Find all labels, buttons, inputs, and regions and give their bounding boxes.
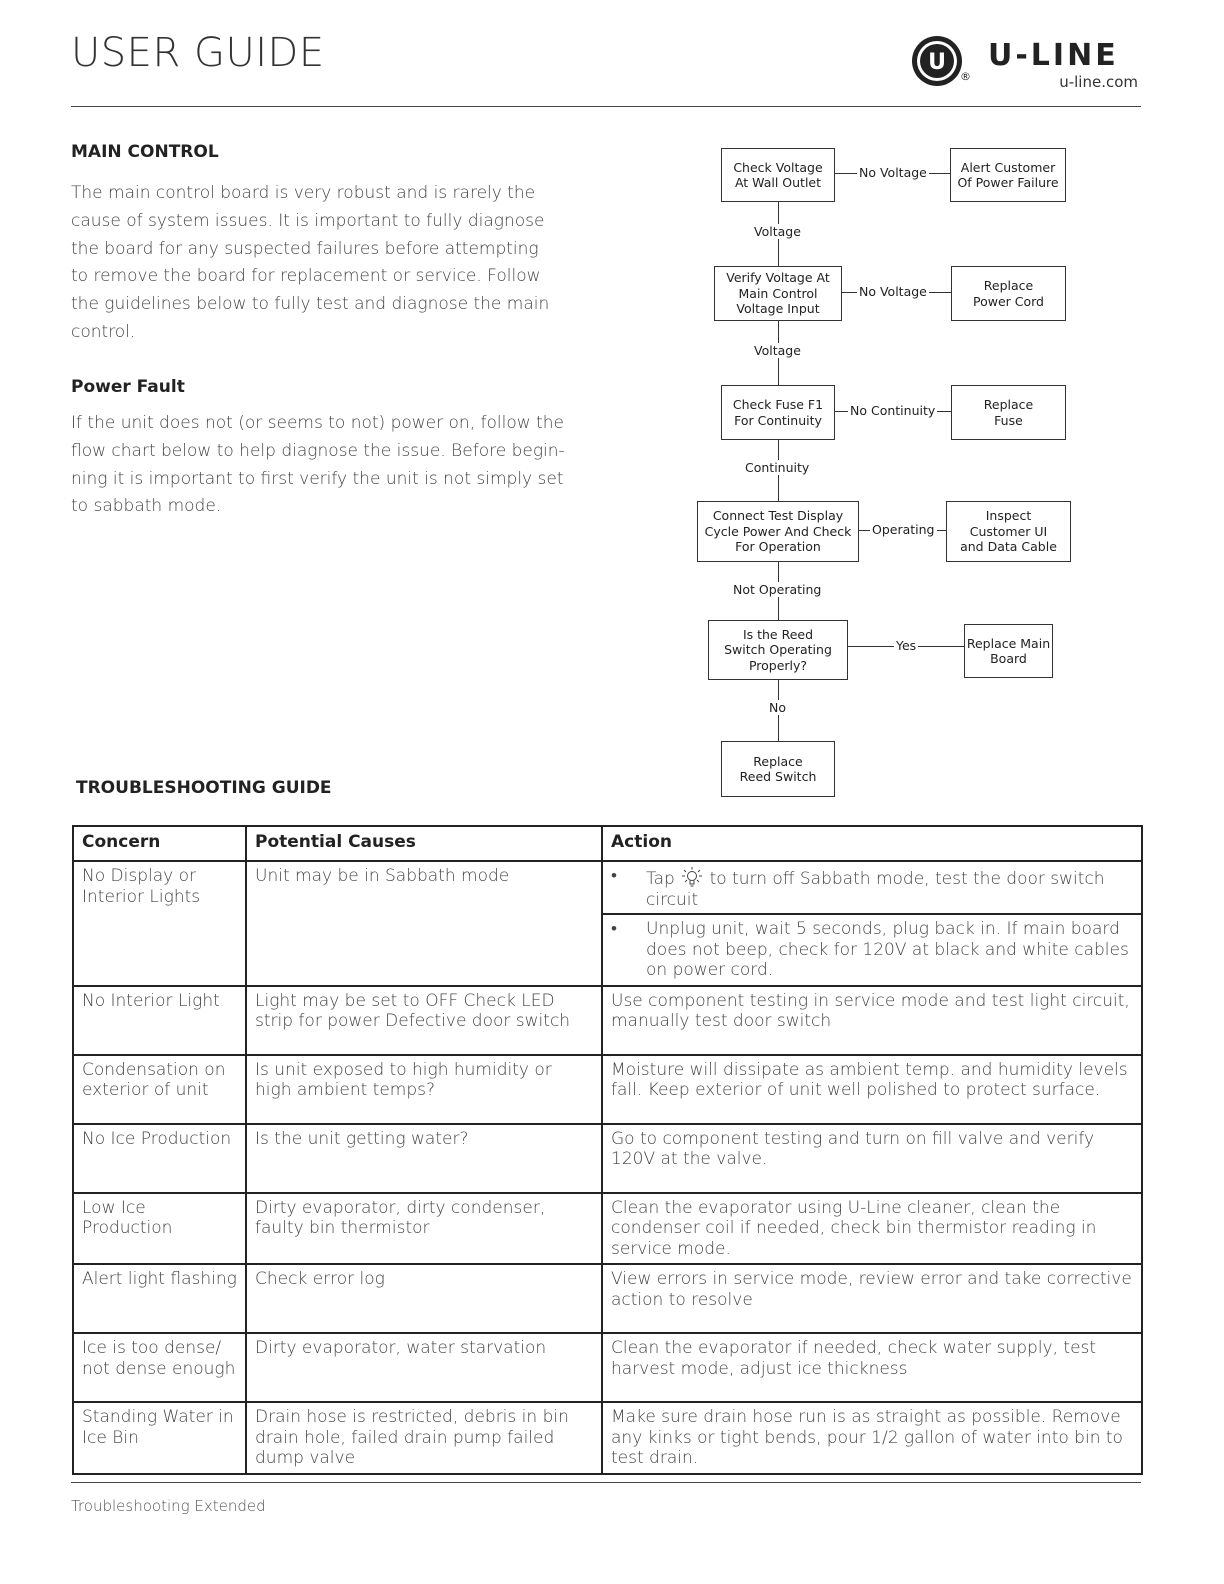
column-header-action: Action (602, 826, 1142, 861)
flow-branch-label: No Voltage (859, 165, 927, 180)
main-control-paragraph: The main control board is very robust and is rarely the cause of system issues. It is important to fully diagnose the board for any suspected failures before attempting to remove the board for replacement or service. Follow the guidelines below to fully test and diagnose the main control. (71, 183, 550, 342)
cause-cell: Drain hose is restricted, debris in bin drain hole, failed drain pump failed dump valve (246, 1402, 602, 1474)
cause-cell: Is the unit getting water? (246, 1124, 602, 1193)
troubleshooting-heading: TROUBLESHOOTING GUIDE (76, 778, 332, 798)
flow-step-verify-voltage: Verify Voltage At Main Control Voltage Input (714, 266, 842, 321)
flow-step-check-fuse: Check Fuse F1 For Continuity (721, 385, 835, 440)
column-header-concern: Concern (73, 826, 246, 861)
concern-cell: Alert light flashing (73, 1264, 246, 1333)
action-cell: Use component testing in service mode and test light circuit, manually test door switch (602, 986, 1142, 1055)
flow-step-replace-reed-switch: Replace Reed Switch (721, 741, 835, 797)
action-text: Tap (646, 869, 681, 889)
action-bullet: • Tap to turn off Sabbath mode, test the door switch circuit (611, 866, 1105, 910)
flow-branch-label: No Continuity (850, 403, 936, 418)
main-control-heading: MAIN CONTROL (71, 142, 219, 162)
action-cell: Make sure drain hose run is as straight as possible. Remove any kinks or tight bends, pour 1/2 gallon of water into bin to test drain. (602, 1402, 1142, 1474)
action-bullet: • Unplug unit, wait 5 seconds, plug back in. If main board does not beep, check for 120V at black and white cables on power cord. (603, 913, 1141, 985)
flow-step-check-wall-outlet: Check Voltage At Wall Outlet (721, 148, 835, 202)
power-fault-heading: Power Fault (71, 377, 185, 397)
page-title: USER GUIDE (71, 30, 325, 76)
action-cell: View errors in service mode, review error and take corrective action to resolve (602, 1264, 1142, 1333)
flow-branch-label: Yes (896, 638, 917, 653)
table-row (73, 1264, 1142, 1333)
flow-outcome-alert-customer: Alert Customer Of Power Failure (950, 148, 1066, 202)
flow-down-label: Voltage (754, 343, 801, 358)
cause-cell: Dirty evaporator, dirty condenser, faulty bin thermistor (246, 1193, 602, 1265)
column-header-causes: Potential Causes (246, 826, 602, 861)
cause-cell: Dirty evaporator, water starvation (246, 1333, 602, 1402)
flow-branch-label: No Voltage (859, 284, 927, 299)
flow-outcome-replace-main-board: Replace Main Board (964, 624, 1053, 678)
concern-cell: Standing Water in Ice Bin (73, 1402, 246, 1474)
flow-outcome-replace-fuse: Replace Fuse (951, 385, 1066, 440)
cause-cell: Check error log (246, 1264, 602, 1333)
registered-mark: ® (960, 70, 971, 83)
flow-down-label: Not Operating (733, 582, 822, 597)
power-fault-paragraph: If the unit does not (or seems to not) power on, follow the flow chart below to help diagnose the issue. Before begin-ning it is important to first verify the unit is not simply set to sabbath mode. (71, 413, 565, 517)
troubleshooting-table (72, 825, 1143, 1475)
concern-cell: No Interior Light (73, 986, 246, 1055)
action-cell (602, 861, 1142, 986)
action-cell: Go to component testing and turn on fill valve and verify 120V at the valve. (602, 1124, 1142, 1193)
flow-down-label: Continuity (745, 460, 810, 475)
flow-down-label: Voltage (754, 224, 801, 239)
brand-name: U-LINE (988, 38, 1119, 73)
flow-outcome-replace-power-cord: Replace Power Cord (951, 266, 1066, 321)
action-text: Unplug unit, wait 5 seconds, plug back in. If main board does not beep, check for 120V at black and white cables on power cord. (646, 919, 1129, 980)
footer-divider (71, 1482, 1141, 1483)
concern-cell: Ice is too dense/ not dense enough (73, 1333, 246, 1402)
action-cell: Moisture will dissipate as ambient temp. and humidity levels fall. Keep exterior of unit well polished to protect surface. (602, 1055, 1142, 1124)
table-row (73, 1124, 1142, 1193)
flow-step-reed-switch: Is the Reed Switch Operating Properly? (708, 620, 848, 680)
action-cell: Clean the evaporator if needed, check water supply, test harvest mode, adjust ice thickness (602, 1333, 1142, 1402)
footer-text: Troubleshooting Extended (71, 1497, 266, 1515)
flow-branch-label: Operating (872, 522, 935, 537)
action-text: to turn off Sabbath mode, test the door switch circuit (646, 869, 1105, 910)
table-header-row (73, 826, 1142, 861)
concern-cell: Low Ice Production (73, 1193, 246, 1265)
table-row (73, 1055, 1142, 1124)
action-cell: Clean the evaporator using U-Line cleaner, clean the condenser coil if needed, check bin thermistor reading in service mode. (602, 1193, 1142, 1265)
concern-cell: No Display or Interior Lights (73, 861, 246, 986)
table-row (73, 1333, 1142, 1402)
flow-step-test-display: Connect Test Display Cycle Power And Check For Operation (697, 501, 859, 562)
table-row (73, 986, 1142, 1055)
cause-cell: Is unit exposed to high humidity or high ambient temps? (246, 1055, 602, 1124)
cause-cell: Light may be set to OFF Check LED strip for power Defective door switch (246, 986, 602, 1055)
flow-down-label: No (769, 700, 786, 715)
concern-cell: Condensation on exterior of unit (73, 1055, 246, 1124)
concern-cell: No Ice Production (73, 1124, 246, 1193)
table-row (73, 1402, 1142, 1474)
brand-url: u-line.com (1059, 73, 1138, 91)
lightbulb-icon (680, 866, 704, 888)
table-row (73, 1193, 1142, 1265)
table-row (73, 861, 1142, 986)
flow-outcome-inspect-ui: Inspect Customer UI and Data Cable (946, 501, 1071, 562)
logo-letter: U (928, 50, 946, 75)
cause-cell: Unit may be in Sabbath mode (246, 861, 602, 986)
